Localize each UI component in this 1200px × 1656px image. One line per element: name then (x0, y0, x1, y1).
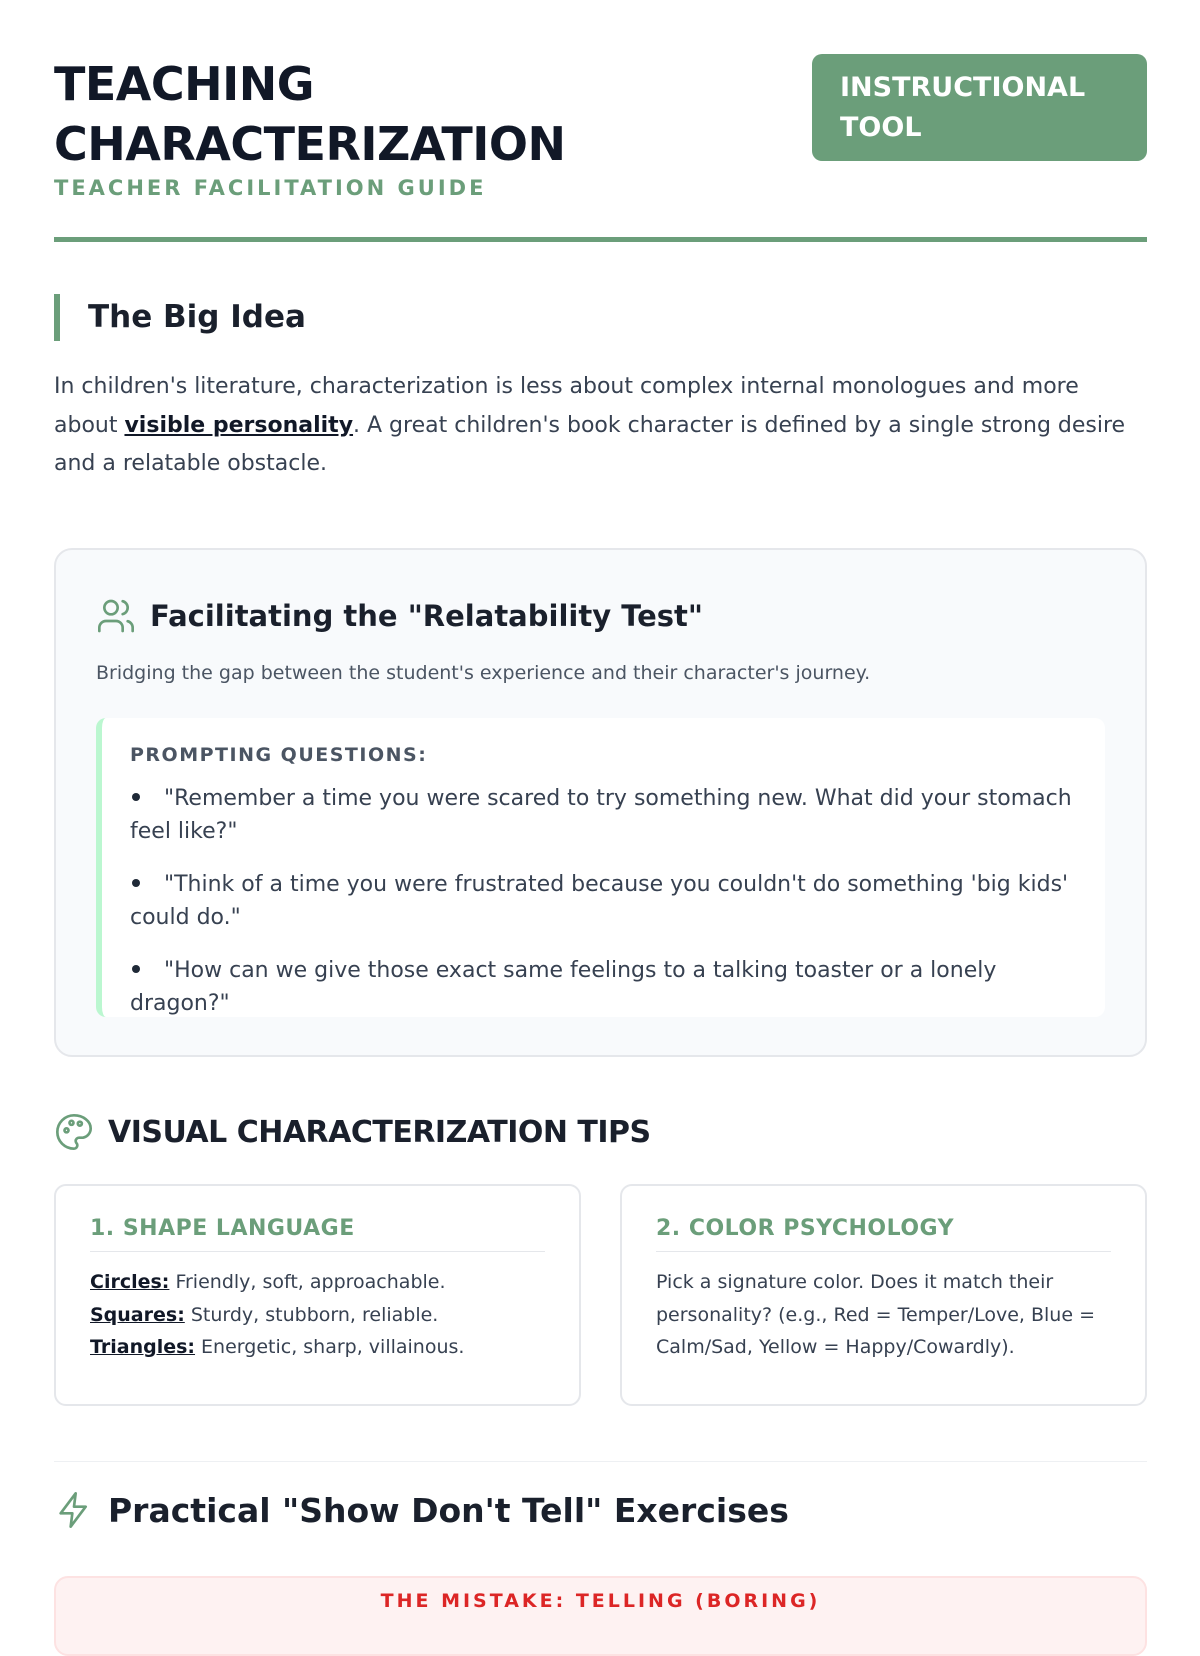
relatability-description: Bridging the gap between the student's experience and their character's journey. (96, 662, 871, 684)
relatability-title: Facilitating the "Relatability Test" (150, 599, 704, 633)
guide-page (54, 0, 1147, 1612)
color-psychology-card (620, 1184, 1147, 1406)
big-idea-text-after: . A great children's book character is defined by a single strong desire and a relatable obstacle. (54, 412, 1126, 476)
lightning-icon (54, 1490, 94, 1530)
title-line-1: TEACHING (54, 57, 315, 111)
page-subtitle: TEACHER FACILITATION GUIDE (54, 176, 487, 200)
shape-text: Energetic, sharp, villainous. (195, 1336, 465, 1358)
prompting-questions-box (96, 718, 1105, 1017)
title-line-2: CHARACTERIZATION (54, 117, 566, 171)
exercises-heading: Practical "Show Don't Tell" Exercises (108, 1490, 789, 1530)
color-psychology-text: Pick a signature color. Does it match their personality? (e.g., Red = Temper/Love, Blue = Calm/Sad, Yellow = Happy/Cowardly). (656, 1271, 1095, 1358)
shape-language-body (90, 1266, 545, 1364)
shape-text: Sturdy, stubborn, reliable. (184, 1303, 439, 1326)
section-divider (54, 1461, 1147, 1462)
question-text: "Think of a time you were frustrated because you couldn't do something 'big kids' could do." (130, 872, 1069, 930)
prompting-questions-label: PROMPTING QUESTIONS: (130, 744, 428, 766)
relatability-title-row (96, 596, 703, 636)
shape-label: Circles: (90, 1271, 170, 1293)
big-idea-text-before: In children's literature, characterization is less about complex internal monologues and more about (54, 374, 1079, 438)
bullet-icon (132, 793, 140, 801)
mistake-telling-box (54, 1576, 1147, 1656)
shape-item (90, 1266, 545, 1299)
exercises-heading-row (54, 1490, 789, 1530)
badge-line-2: TOOL (840, 112, 922, 143)
mistake-label: THE MISTAKE: TELLING (BORING) (380, 1590, 821, 1612)
shape-item (90, 1331, 545, 1364)
instructional-tool-badge (812, 54, 1147, 161)
bullet-icon (132, 879, 140, 887)
shape-text: Friendly, soft, approachable. (169, 1271, 446, 1293)
shape-language-title: 1. SHAPE LANGUAGE (90, 1216, 545, 1252)
page-title (54, 54, 694, 174)
big-idea-heading: The Big Idea (54, 294, 306, 341)
question-item (130, 868, 1077, 934)
users-icon (96, 596, 136, 636)
visual-tips-heading: VISUAL CHARACTERIZATION TIPS (108, 1114, 651, 1150)
badge-line-1: INSTRUCTIONAL (840, 72, 1086, 103)
shape-label: Squares: (90, 1303, 185, 1326)
question-item (130, 954, 1077, 1020)
color-psychology-title: 2. COLOR PSYCHOLOGY (656, 1216, 1111, 1252)
shape-label: Triangles: (90, 1336, 196, 1358)
question-text: "How can we give those exact same feelings to a talking toaster or a lonely dragon?" (130, 958, 997, 1016)
relatability-card (54, 548, 1147, 1057)
question-item (130, 782, 1077, 848)
shape-language-card (54, 1184, 581, 1406)
question-text: "Remember a time you were scared to try something new. What did your stomach feel like?" (130, 786, 1072, 844)
bullet-icon (132, 965, 140, 973)
big-idea-text (54, 368, 1147, 484)
shape-item (90, 1299, 545, 1332)
question-list (130, 782, 1077, 1020)
palette-icon (54, 1112, 94, 1152)
page-header (54, 0, 1147, 242)
visual-tips-heading-row (54, 1112, 651, 1152)
big-idea-emphasis: visible personality (124, 412, 354, 438)
